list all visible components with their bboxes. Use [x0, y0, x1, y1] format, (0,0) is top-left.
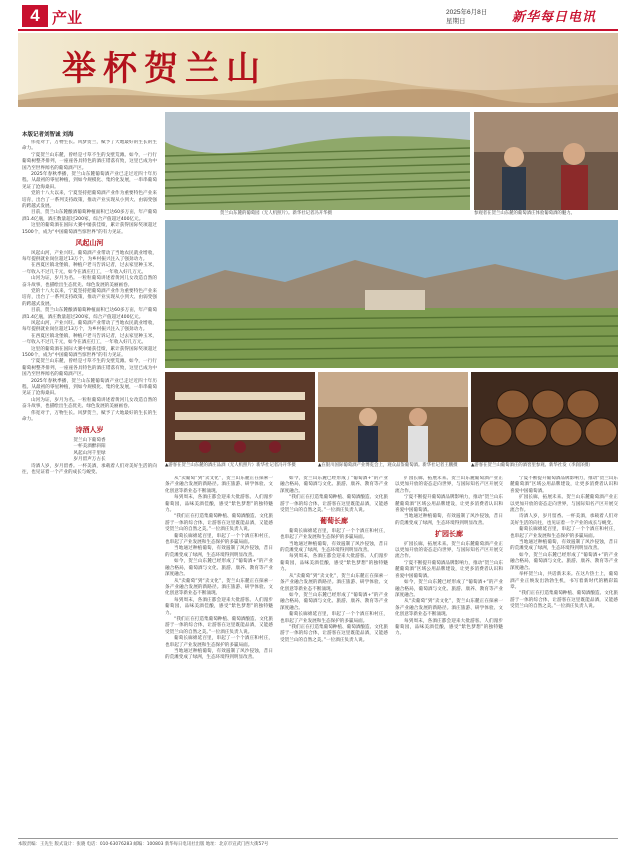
paragraph: 这里的葡萄酒在国际大赛中屡获佳绩，累计获得国际奖项超过1500个，成为“中国葡萄酒当惊世界”的有力见证。 — [22, 223, 157, 235]
paragraph: 从“卖葡萄”到“卖文化”，贺兰山东麓正在探索一条产业融合发展的新路径。酒庄旅游、研学体验、文化创意等新业态不断涌现。 — [165, 578, 273, 597]
paragraph: 如今，贺兰山东麓已经形成了“葡萄酒+”的产业融合格局，葡萄酒与文化、旅游、康养、教育等产业深度融合。 — [165, 559, 273, 578]
paragraph: “我们正在打造集葡萄种植、葡萄酒酿造、文化旅游于一体的综合体，让游客在这里既能品酒，又能感受贺兰山的自然之美。”一位酒庄负责人说。 — [165, 514, 273, 533]
paragraph: 扩园长廊，拓展未来。贺兰山东麓葡萄酒产业正以更加开放的姿态走向世界，与国际知名产区开展交流合作。 — [510, 495, 618, 514]
expo-photo — [318, 372, 468, 462]
paragraph: 扩园长廊，拓展未来。贺兰山东麓葡萄酒产业正以更加开放的姿态走向世界，与国际知名产区开展交流合作。 — [395, 476, 503, 494]
paragraph: 伟宽对于，万物生长。风梦贺兰，赋予了大地最好的生长的生命力。 — [22, 140, 157, 152]
section-subhead: 诗酒人岁 — [75, 426, 104, 435]
section-subhead: 扩园长廊 — [435, 530, 463, 539]
visitors-photo — [474, 112, 618, 210]
paragraph: 从“卖葡萄”到“卖文化”，贺兰山东麓正在探索一条产业融合发展的新路径。酒庄旅游、研学体验、文化创意等新业态不断涌现。 — [280, 573, 388, 592]
paragraph: 葡萄长廊绵延百里，串起了一个个酒庄和村庄，也串起了产业发展和生态保护的多赢局面。 — [165, 636, 273, 648]
poem-line: 贺兰山下葡萄香 — [73, 437, 106, 443]
paragraph: “我们正在打造集葡萄种植、葡萄酒酿造、文化旅游于一体的综合体，让游客在这里既能品酒，又能感受贺兰山的自然之美。”一位酒庄负责人说。 — [280, 495, 388, 514]
paragraph: 在西夏区镇北堡镇，种植户老马告诉记者，过去家里种玉米，一年收入不过几千元，如今在酒庄打工，一年收入好几万元。 — [22, 333, 157, 346]
paragraph: 每到周末，各酒庄都会迎来大批游客。人们漫步葡萄园，品味美酒佳酿，感受“紫色梦想”的独特魅力。 — [165, 495, 273, 514]
page-footer: 本版责编：王先生 版式设计：张晓 电话：010-63076283 邮编：100803 新华每日电讯社出版 地址：北京市宣武门西大街57号 — [18, 842, 269, 847]
paragraph: “我们正在打造集葡萄种植、葡萄酒酿造、文化旅游于一体的综合体，让游客在这里既能品酒，又能感受贺兰山的自然之美。”一位酒庄负责人说。 — [280, 624, 388, 643]
section-name: 产业 — [52, 9, 83, 27]
paragraph: 葡萄长廊绵延百里，串起了一个个酒庄和村庄，也串起了产业发展和生态保护的多赢局面。 — [510, 527, 618, 539]
paragraph: 当地通过种植葡萄，有效遏制了风沙侵蚀，昔日的荒滩变成了绿洲，生态环境得到明显改善。 — [510, 540, 618, 552]
page-headline: 举杯贺兰山 — [62, 49, 267, 89]
paragraph: 宁夏不断提升葡萄酒品牌影响力，推动“贺兰山东麓葡萄酒”区域公用品牌建设，让更多消费者认识和喜爱中国葡萄酒。 — [510, 476, 618, 494]
paragraph: 如今，贺兰山东麓已经形成了“葡萄酒+”的产业融合格局，葡萄酒与文化、旅游、康养、教育等产业深度融合。 — [395, 580, 503, 598]
paragraph: 从“卖葡萄”到“卖文化”，贺兰山东麓正在探索一条产业融合发展的新路径。酒庄旅游、研学体验、文化创意等新业态不断涌现。 — [165, 476, 273, 494]
paragraph: 每到周末，各酒庄都会迎来大批游客。人们漫步葡萄园，品味美酒佳酿，感受“紫色梦想”的独特魅力。 — [165, 597, 273, 616]
paragraph: 当地通过种植葡萄，有效遏制了风沙侵蚀，昔日的荒滩变成了绿洲，生态环境得到明显改善。 — [280, 541, 388, 554]
article-column-4 — [395, 476, 503, 834]
article-column-3 — [280, 476, 388, 834]
photo-caption: ▲游客在贺兰山东麓的酒庄品酒（无人机照片）新华社记者冯开华摄 — [165, 463, 296, 468]
photo-caption: ▲在银川国际葡萄酒产业博览会上，观众品鉴葡萄酒。新华社记者王鹏摄 — [318, 463, 458, 468]
paragraph: 宁夏贺兰山东麓，曾经是寸草不生的戈壁荒滩。如今，一行行葡萄树整齐排列，一座座各具特色的酒庄错落有致，这里已成为中国乃至世界闻名的葡萄酒产区。 — [22, 359, 157, 378]
paragraph: 宁夏不断提升葡萄酒品牌影响力，推动“贺兰山东麓葡萄酒”区域公用品牌建设，让更多消费者认识和喜爱中国葡萄酒。 — [395, 560, 503, 579]
paragraph: 这里的葡萄酒在国际大赛中屡获佳绩，累计获得国际奖项超过1500个，成为“中国葡萄酒当惊世界”的有力见证。 — [22, 346, 157, 358]
issue-date: 2025年6月8日 — [446, 9, 488, 16]
paragraph: 当地通过种植葡萄，有效遏制了风沙侵蚀，昔日的荒滩变成了绿洲，生态环境得到明显改善。 — [395, 514, 503, 526]
paragraph: “我们正在打造集葡萄种植、葡萄酒酿造、文化旅游于一体的综合体，让游客在这里既能品酒，又能感受贺兰山的自然之美。”一位酒庄负责人说。 — [165, 616, 273, 635]
poem-line: 岁月留声万古长 — [73, 457, 106, 463]
paragraph: 2025年春秋季播，贺兰山东麓葡萄酒产业已走过近四十年历程。从最初的零星种植，到如今规模化、集约化发展，一串串葡萄见证了沧海桑田。 — [22, 172, 157, 190]
header-divider — [18, 29, 618, 31]
paragraph: 诗酒人岁，岁月留香。一杯美酒，承载着人们对美好生活的向往，也见证着一个产业的成长与蜕变。 — [510, 514, 618, 526]
paragraph: 如今，贺兰山东麓已经形成了“葡萄酒+”的产业融合格局，葡萄酒与文化、旅游、康养、教育等产业深度融合。 — [510, 552, 618, 571]
masthead-logo: 新华每日电讯 — [512, 10, 597, 25]
paragraph: 每到周末，各酒庄都会迎来大批游客。人们漫步葡萄园，品味美酒佳酿，感受“紫色梦想”的独特魅力。 — [280, 554, 388, 573]
paragraph: 目前，贺兰山东麓酿酒葡萄种植面积已达60多万亩，年产葡萄酒1.4亿瓶，酒庄数量超过200家，综合产值超过400亿元。 — [22, 210, 157, 222]
paragraph: 从“卖葡萄”到“卖文化”，贺兰山东麓正在探索一条产业融合发展的新路径。酒庄旅游、研学体验、文化创意等新业态不断涌现。 — [395, 599, 503, 618]
paragraph: 山河为证，岁月为名。一粒粒葡萄讲述着黄河儿女改造自然的奋斗故事，也描绘出生态优先、绿色发展的美丽画卷。 — [22, 397, 157, 410]
photo-caption: 贺兰山东麓的葡萄园（无人机照片）。新华社记者冯开华摄 — [220, 211, 332, 216]
cellar-photo — [471, 372, 618, 462]
paragraph: 每到周末，各酒庄都会迎来大批游客。人们漫步葡萄园，品味美酒佳酿，感受“紫色梦想”的独特魅力。 — [395, 618, 503, 637]
paragraph: 诗酒人岁，岁月留香。一杯美酒，承载着人们对美好生活的向往，也见证着一个产业的成长与蜕变。 — [22, 463, 157, 475]
paragraph: 伟宽对于，万物生长。风梦贺兰，赋予了大地最好的生长的生命力。 — [22, 410, 157, 423]
paragraph: 葡萄长廊绵延百里，串起了一个个酒庄和村庄，也串起了产业发展和生态保护的多赢局面。 — [165, 533, 273, 546]
paragraph: 扩园长廊，拓展未来。贺兰山东麓葡萄酒产业正以更加开放的姿态走向世界，与国际知名产区开展交流合作。 — [395, 541, 503, 560]
paragraph: 2025年春秋季播，贺兰山东麓葡萄酒产业已走过近四十年历程。从最初的零星种植，到如今规模化、集约化发展，一串串葡萄见证了沧海桑田。 — [22, 378, 157, 397]
paragraph: 宁夏不断提升葡萄酒品牌影响力，推动“贺兰山东麓葡萄酒”区域公用品牌建设，让更多消费者认识和喜爱中国葡萄酒。 — [395, 495, 503, 514]
page-header — [0, 0, 635, 30]
tasting-photo — [165, 372, 315, 462]
paragraph: “我们正在打造集葡萄种植、葡萄酒酿造、文化旅游于一体的综合体，让游客在这里既能品酒，又能感受贺兰山的自然之美。”一位酒庄负责人说。 — [510, 591, 618, 610]
poem-line: 一杯美酒醉斜阳 — [73, 444, 106, 450]
paragraph: 党的十八大以来，宁夏坚持把葡萄酒产业作为重要特色产业来培育，出台了一系列支持政策，推动产业实现从小到大、由弱变强的跨越式发展。 — [22, 288, 157, 307]
photo-caption: 参观者在贺兰山东麓的葡萄酒庄体验葡萄酒的魅力。 — [474, 211, 575, 216]
article-column-5 — [510, 476, 618, 834]
article-column-1 — [22, 140, 157, 835]
paragraph: 宁夏贺兰山东麓，曾经是寸草不生的戈壁荒滩。如今，一行行葡萄树整齐排列，一座座各具特色的酒庄错落有致，这里已成为中国乃至世界闻名的葡萄酒产区。 — [22, 152, 157, 171]
vineyard-aerial-photo — [165, 112, 470, 210]
section-subhead: 风起山河 — [75, 239, 104, 248]
paragraph: 风起山河，产业兴旺。葡萄酒产业带动了当地农民就业增收，每年提供就业岗位超过13万个，为乡村振兴注入了强劲动力。 — [22, 320, 157, 333]
paragraph: 党的十八大以来，宁夏坚持把葡萄酒产业作为重要特色产业来培育，出台了一系列支持政策，推动产业实现从小到大、由弱变强的跨越式发展。 — [22, 191, 157, 210]
paragraph: 葡萄长廊绵延百里，串起了一个个酒庄和村庄，也串起了产业发展和生态保护的多赢局面。 — [280, 528, 388, 541]
byline: 本版记者刘智诚 刘海 — [22, 132, 74, 138]
winery-landscape-photo — [165, 220, 618, 368]
paragraph: 风起山河，产业兴旺。葡萄酒产业带动了当地农民就业增收，每年提供就业岗位超过13万个，为乡村振兴注入了强劲动力。 — [22, 250, 157, 262]
issue-weekday: 星期日 — [446, 17, 466, 25]
paragraph: 目前，贺兰山东麓酿酒葡萄种植面积已达60多万亩，年产葡萄酒1.4亿瓶，酒庄数量超过200家，综合产值超过400亿元。 — [22, 308, 157, 320]
paragraph: 当地通过种植葡萄，有效遏制了风沙侵蚀，昔日的荒滩变成了绿洲，生态环境得到明显改善。 — [165, 546, 273, 558]
paragraph: 如今，贺兰山东麓已经形成了“葡萄酒+”的产业融合格局，葡萄酒与文化、旅游、康养、教育等产业深度融合。 — [280, 476, 388, 494]
poem-line: 风起山河千里绿 — [73, 450, 106, 456]
section-subhead: 葡萄长廊 — [320, 517, 348, 526]
paragraph: 如今，贺兰山东麓已经形成了“葡萄酒+”的产业融合格局，葡萄酒与文化、旅游、康养、教育等产业深度融合。 — [280, 592, 388, 611]
section-number: 4 — [22, 5, 48, 27]
paragraph: 在西夏区镇北堡镇，种植户老马告诉记者，过去家里种玉米，一年收入不过几千元，如今在酒庄打工，一年收入好几万元。 — [22, 263, 157, 275]
footer-divider — [18, 838, 618, 839]
photo-caption: ▲游客在贺兰山葡萄酒庄的酒窖里参观。新华社发（李润泽摄） — [471, 463, 593, 468]
paragraph: 当地通过种植葡萄，有效遏制了风沙侵蚀，昔日的荒滩变成了绿洲，生态环境得到明显改善。 — [165, 648, 273, 661]
paragraph: 葡萄长廊绵延百里，串起了一个个酒庄和村庄，也串起了产业发展和生态保护的多赢局面。 — [280, 612, 388, 624]
paragraph: 山河为证，岁月为名。一粒粒葡萄讲述着黄河儿女改造自然的奋斗故事，也描绘出生态优先、绿色发展的美丽画卷。 — [22, 276, 157, 288]
paragraph: 举杯贺兰山，共话新未来。在这片热土上，葡萄酒产业正焕发出勃勃生机，书写着新时代的精彩篇章。 — [510, 572, 618, 590]
article-column-2 — [165, 476, 273, 834]
